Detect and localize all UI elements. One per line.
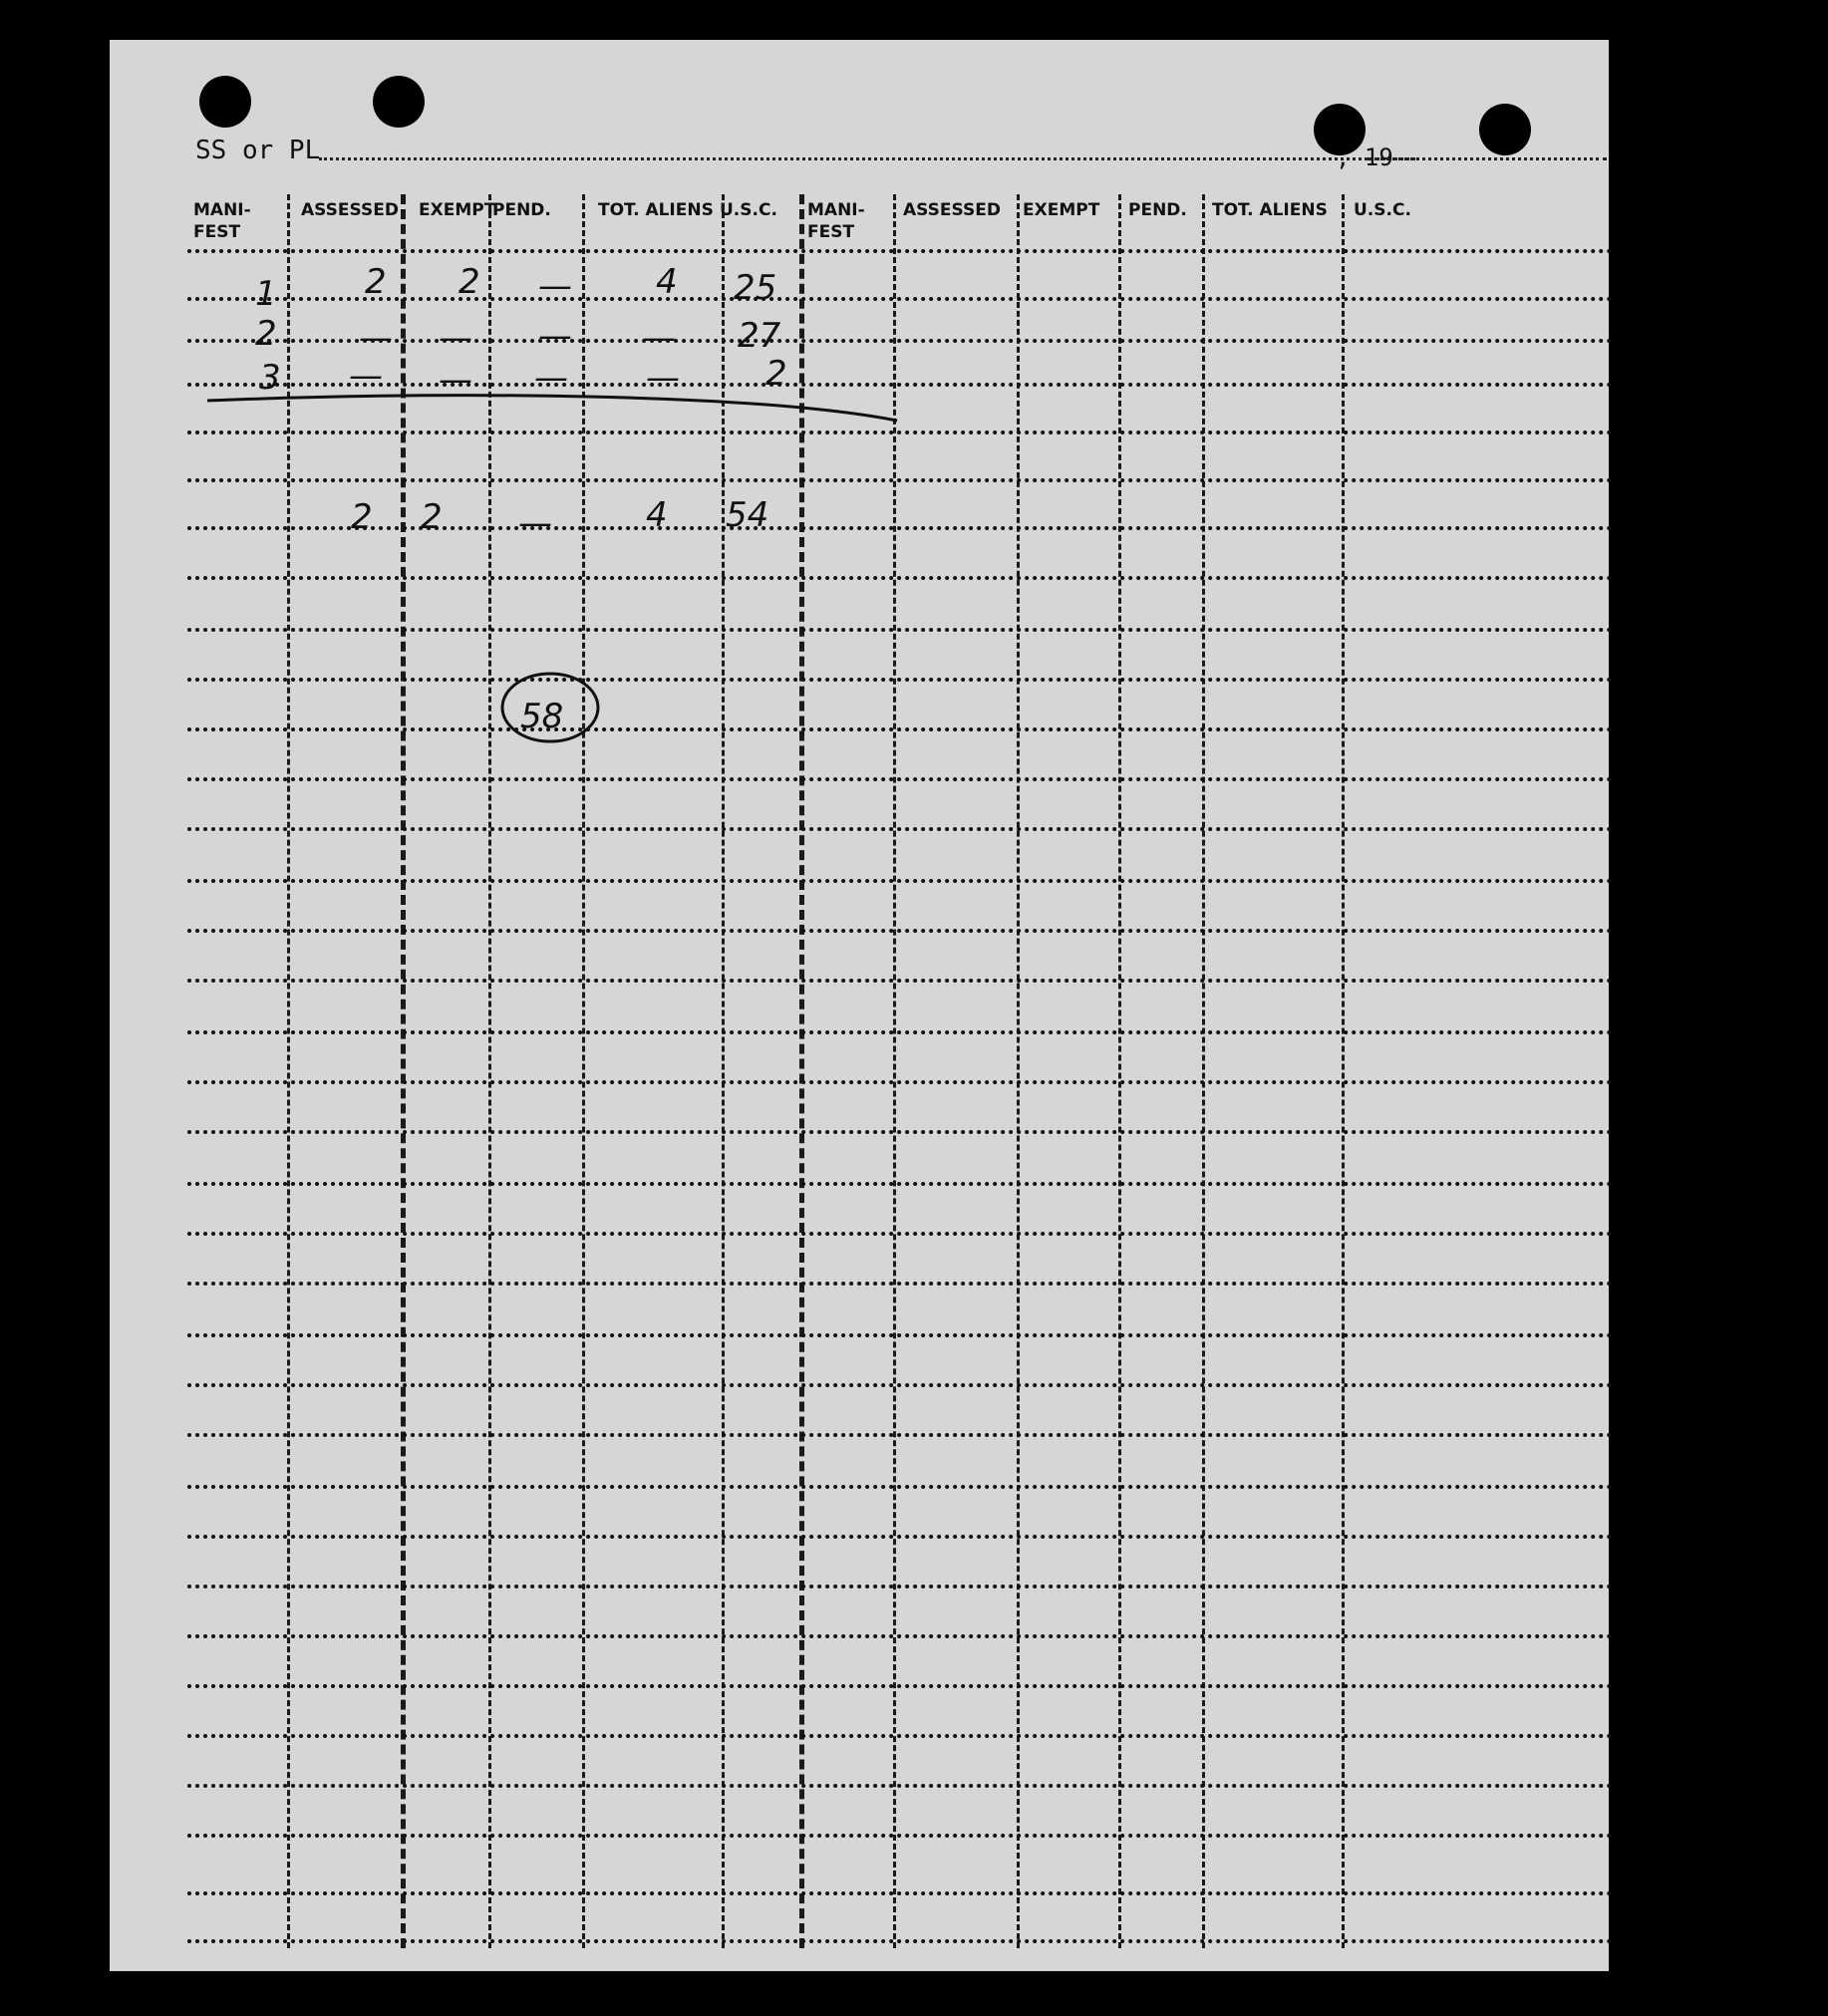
row3-manifest: 3 [259,358,281,398]
underline-stroke [207,396,897,421]
col-header-tot-aliens-2: TOT. ALIENS [1212,200,1328,220]
row3-pend: — [534,358,568,398]
manifest-form-sheet [110,40,1609,1971]
row2-assessed: — [359,318,393,358]
row1-tot-aliens: 4 [656,262,678,302]
total-exempt: 2 [421,497,443,537]
col-header-exempt: EXEMPT [419,200,496,220]
row3-assessed: — [349,356,383,396]
row2-pend: — [538,316,572,356]
row3-tot-aliens: — [646,358,680,398]
row2-usc: 27 [738,316,781,356]
total-pend: — [518,503,552,543]
col-header-pend: PEND. [492,200,551,220]
col-header-manifest-2: MANI- FEST [807,200,865,242]
row3-usc: 2 [765,354,787,394]
total-assessed: 2 [351,497,373,537]
row1-manifest: 1 [255,274,277,314]
row1-exempt: 2 [458,262,480,302]
pen-marks [110,40,1609,1971]
col-header-exempt-2: EXEMPT [1023,200,1100,220]
col-header-assessed: ASSESSED [301,200,399,220]
col-header-tot-aliens: TOT. ALIENS [598,200,714,220]
col-header-usc-2: U.S.C. [1354,200,1411,220]
row2-manifest: 2 [255,314,277,354]
row1-usc: 25 [734,268,777,308]
row1-pend: — [538,266,572,306]
row2-tot-aliens: — [642,318,676,358]
total-usc: 54 [726,495,769,535]
vessel-label: SS or PL [195,136,321,165]
grand-total: 58 [520,697,564,736]
total-tot-aliens: 4 [646,495,668,535]
col-header-pend-2: PEND. [1128,200,1187,220]
grand-total-circle [502,674,598,741]
year-label: , 19 [1336,144,1393,171]
col-header-usc: U.S.C. [720,200,777,220]
col-header-assessed-2: ASSESSED [903,200,1001,220]
row2-exempt: — [439,318,472,358]
row1-assessed: 2 [365,262,387,302]
col-header-manifest: MANI- FEST [193,200,251,242]
row3-exempt: — [439,360,472,400]
